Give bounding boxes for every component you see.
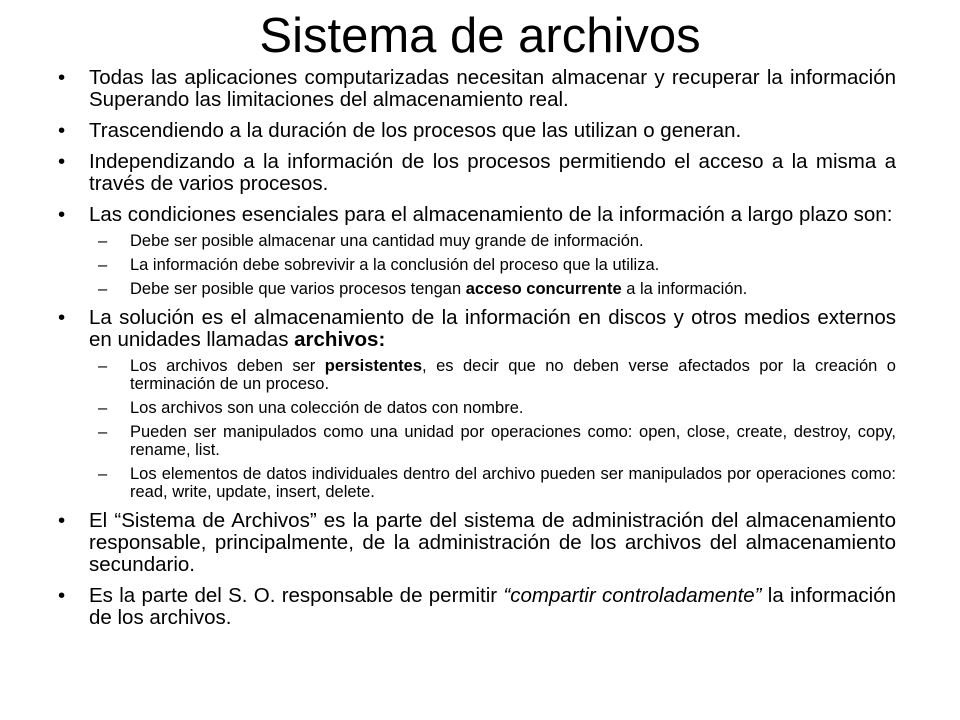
sub-marker: – — [98, 423, 108, 441]
bullet-item — [56, 151, 896, 195]
sub-text-after: a la información. — [621, 280, 748, 298]
sub-item — [56, 232, 896, 250]
sub-item — [56, 357, 896, 393]
bullet-text-after: la información de los archivos. — [89, 584, 896, 629]
sub-text: Pueden ser manipulados como una unidad por operaciones como: open, close, create, destroy, copy, rename, list. — [130, 423, 896, 459]
sub-text: Debe ser posible almacenar una cantidad muy grande de información. — [130, 232, 644, 250]
bullet-marker: • — [58, 306, 66, 329]
bullet-item — [56, 204, 896, 226]
sub-marker: – — [98, 280, 108, 298]
sub-marker: – — [98, 232, 108, 250]
bullet-text-before: Es la parte del S. O. responsable de permitir — [89, 584, 504, 607]
sub-item — [56, 256, 896, 274]
bold-term: persistentes — [324, 357, 422, 375]
slide-title: Sistema de archivos — [259, 9, 701, 63]
bullet-text: El “Sistema de Archivos” es la parte del sistema de administración del almacenamiento responsable, principalmente, de la administración de los archivos del almacenamiento secundario. — [89, 509, 896, 576]
bullet-marker: • — [58, 584, 66, 607]
slide-content — [56, 67, 896, 629]
bullet-item — [56, 67, 896, 111]
sub-list — [56, 232, 896, 298]
bullet-marker: • — [58, 203, 66, 226]
bold-term: archivos: — [294, 328, 386, 351]
sub-item — [56, 399, 896, 417]
sub-text: La información debe sobrevivir a la conclusión del proceso que la utiliza. — [130, 256, 660, 274]
sub-item — [56, 423, 896, 459]
bullet-text-before: La solución es el almacenamiento de la información en discos y otros medios externos en unidades llamadas — [89, 306, 896, 351]
bullet-text: Trascendiendo a la duración de los procesos que las utilizan o generan. — [89, 119, 742, 142]
bullet-text: Las condiciones esenciales para el almacenamiento de la información a largo plazo son: — [89, 203, 893, 226]
bullet-marker: • — [58, 119, 66, 142]
sub-text-before: Los archivos deben ser — [130, 357, 325, 375]
bullet-item — [56, 585, 896, 629]
sub-item — [56, 280, 896, 298]
bold-term: acceso concurrente — [465, 280, 622, 298]
bullet-item — [56, 120, 896, 142]
bullet-item — [56, 510, 896, 576]
bullet-marker: • — [58, 66, 66, 89]
sub-text: Los archivos son una colección de datos con nombre. — [130, 399, 524, 417]
sub-list — [56, 357, 896, 501]
sub-text-after: , es decir que no deben verse afectados por la creación o terminación de un proceso. — [130, 357, 896, 393]
bullet-marker: • — [58, 509, 66, 532]
sub-text: Los elementos de datos individuales dentro del archivo pueden ser manipulados por operaciones como: read, write, update, insert, delete. — [130, 465, 896, 501]
sub-marker: – — [98, 399, 108, 417]
sub-item — [56, 465, 896, 501]
sub-marker: – — [98, 256, 108, 274]
bullet-text: Independizando a la información de los procesos permitiendo el acceso a la misma a través de varios procesos. — [89, 150, 896, 195]
sub-marker: – — [98, 465, 108, 483]
bullet-marker: • — [58, 150, 66, 173]
italic-term: “compartir controladamente” — [503, 584, 762, 607]
bullet-item — [56, 307, 896, 351]
sub-text-before: Debe ser posible que varios procesos tengan — [130, 280, 466, 298]
sub-marker: – — [98, 357, 108, 375]
bullet-text: Todas las aplicaciones computarizadas necesitan almacenar y recuperar la información Superando las limitaciones del almacenamiento real. — [89, 66, 896, 111]
